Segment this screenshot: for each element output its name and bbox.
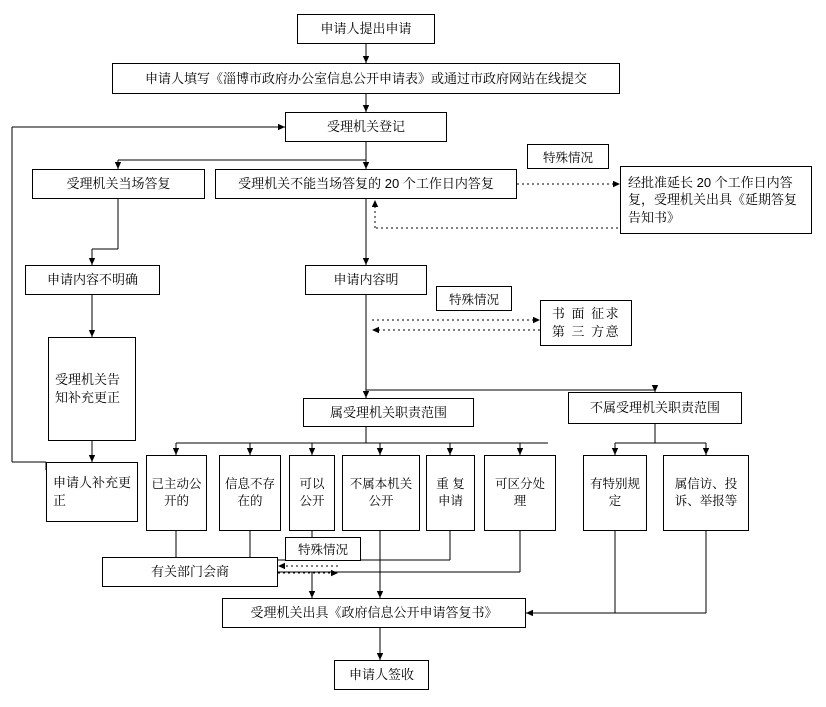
node-label: 不属受理机关职责范围	[589, 400, 720, 416]
edge-label-text: 特殊情况	[542, 150, 593, 165]
node-within-scope[interactable]	[303, 398, 474, 427]
node-can-disclose[interactable]	[289, 455, 335, 531]
node-label: 有关部门会商	[150, 564, 229, 580]
node-label: 受理机关当场答复	[66, 176, 171, 192]
node-applicant-receipt[interactable]	[334, 660, 429, 690]
node-duplicate-request[interactable]	[426, 455, 475, 531]
node-label: 受理机关登记	[326, 119, 405, 135]
node-not-exist[interactable]	[219, 455, 281, 531]
node-label: 重 复申请	[436, 477, 465, 508]
node-notify-supplement[interactable]	[48, 337, 136, 441]
node-department-consultation[interactable]	[102, 557, 278, 587]
node-label: 申请人补充更正	[53, 475, 132, 508]
node-not-this-agency[interactable]	[342, 455, 420, 531]
node-label: 属信访、投诉、举报等	[674, 477, 738, 508]
edge-label-special-case-3	[285, 537, 361, 561]
node-label: 书 面 征求 第 三 方意	[551, 306, 621, 339]
node-label: 经批准延长 20 个工作日内答复，受理机关出具《延期答复告知书》	[628, 174, 798, 225]
edge-label-text: 特殊情况	[448, 292, 499, 307]
node-fill-form[interactable]	[112, 63, 620, 94]
node-registration[interactable]	[285, 112, 447, 142]
node-outside-scope[interactable]	[568, 392, 742, 424]
node-applicant-supplement[interactable]	[46, 462, 138, 522]
node-petition-complaint[interactable]	[663, 455, 749, 531]
node-separable[interactable]	[484, 455, 556, 531]
edge-label-special-case-2	[436, 286, 512, 311]
node-reply-20-days[interactable]	[215, 169, 517, 199]
node-label: 已主动公开的	[151, 477, 202, 508]
node-label: 申请内容明	[333, 272, 399, 288]
node-label: 信息不存在的	[224, 477, 275, 508]
node-label: 受理机关出具《政府信息公开申请答复书》	[250, 605, 498, 621]
node-label: 不属本机关公开	[349, 477, 413, 508]
edge-label-special-case-1	[527, 144, 609, 169]
edge-label-text: 特殊情况	[297, 543, 348, 557]
node-label: 属受理机关职责范围	[329, 404, 447, 420]
node-label: 申请人填写《淄博市政府办公室信息公开申请表》或通过市政府网站在线提交	[144, 70, 587, 86]
node-label: 受理机关告知补充更正	[55, 372, 121, 405]
node-label: 申请内容不明确	[46, 272, 138, 288]
node-label: 有特别规定	[589, 477, 640, 508]
node-label: 可区分处理	[494, 477, 545, 508]
node-issue-reply-letter[interactable]	[222, 598, 526, 628]
node-reply-onsite[interactable]	[32, 169, 205, 199]
node-content-clear[interactable]	[305, 265, 427, 295]
node-label: 受理机关不能当场答复的 20 个工作日内答复	[238, 176, 494, 192]
node-special-provision[interactable]	[583, 455, 647, 531]
node-written-third-party-consult[interactable]	[540, 300, 632, 346]
node-applicant-submits[interactable]	[297, 14, 435, 44]
node-extended-reply[interactable]	[620, 166, 812, 234]
node-label: 申请人提出申请	[320, 21, 412, 37]
node-label: 可以公开	[299, 477, 325, 508]
node-already-public[interactable]	[146, 455, 207, 531]
node-label: 申请人签收	[348, 667, 414, 683]
node-content-unclear[interactable]	[25, 265, 160, 295]
